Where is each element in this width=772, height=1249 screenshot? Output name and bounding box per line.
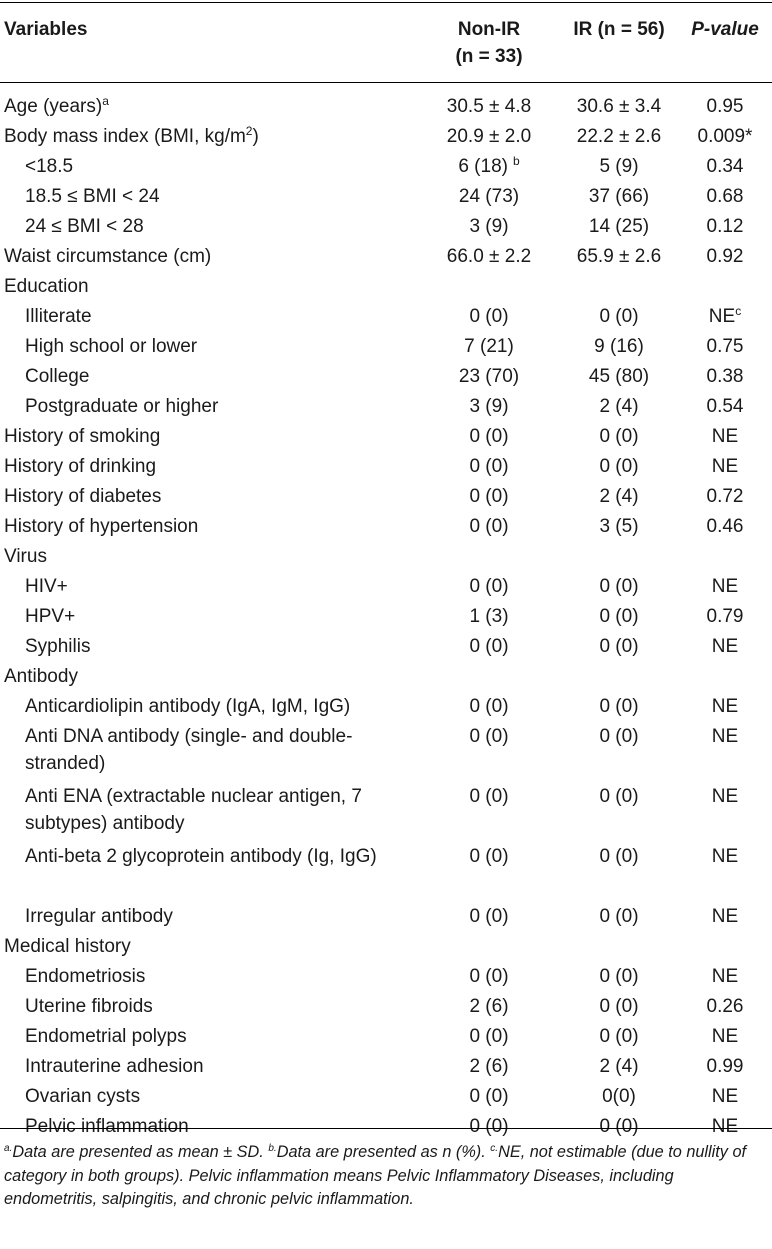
cell-p-value-text: 0.38 (706, 366, 744, 387)
row-label (4, 513, 198, 540)
table-row (0, 780, 772, 840)
table-row (0, 1020, 772, 1050)
row-label (4, 453, 156, 480)
table-row (0, 480, 772, 510)
cell-non-ir-value: 30.5 ± 4.8 (446, 96, 532, 117)
table-row (0, 930, 772, 960)
row-label (25, 603, 75, 630)
row-label-text: Syphilis (25, 636, 91, 657)
cell-non-ir (418, 513, 560, 540)
row-label (25, 363, 89, 390)
cell-non-ir-value: 0 (0) (469, 786, 509, 807)
table-row (0, 210, 772, 240)
footnote-mark: b. (268, 1143, 277, 1154)
row-label-text: Anti ENA (extractable nuclear antigen, 7 subtypes) antibody (25, 786, 362, 834)
cell-non-ir (418, 723, 560, 750)
row-label (25, 183, 160, 210)
cell-p-value (678, 633, 772, 660)
cell-p-value (678, 363, 772, 390)
cell-non-ir-value: 0 (0) (469, 576, 509, 597)
cell-p-value (678, 93, 772, 120)
footnote-text: NE, not estimable (due to nullity of category in both groups). Pelvic inflammation means Pelvic Inflammatory Diseases, including endometritis, salpingitis, and chronic pelvic inflammation. (4, 1143, 747, 1208)
row-label (25, 993, 153, 1020)
cell-p-value (678, 903, 772, 930)
cell-ir: 14 (25) (588, 216, 650, 237)
cell-ir: 0 (0) (599, 846, 639, 867)
table-row (0, 360, 772, 390)
table-row (0, 840, 772, 900)
row-label-text: Body mass index (BMI, kg/m (4, 126, 246, 147)
cell-p-value-text: NE (711, 1116, 739, 1137)
table-row (0, 270, 772, 300)
cell-non-ir (418, 213, 560, 240)
cell-p-value-text: 0.99 (706, 1056, 744, 1077)
cell-non-ir-value: 0 (0) (469, 516, 509, 537)
cell-non-ir (418, 783, 560, 810)
cell-p-value (678, 843, 772, 870)
cell-p-value (678, 333, 772, 360)
cell-ir: 0 (0) (599, 966, 639, 987)
cell-p-value-text: 0.75 (706, 336, 744, 357)
row-label (4, 483, 161, 510)
cell-ir: 0 (0) (599, 786, 639, 807)
cell-ir: 2 (4) (599, 486, 639, 507)
row-label-text: Anti DNA antibody (single- and double-stranded) (25, 726, 353, 774)
cell-non-ir-superscript: b (512, 154, 520, 168)
cell-non-ir (418, 423, 560, 450)
row-label-text: Endometrial polyps (25, 1026, 187, 1047)
cell-non-ir-value: 24 (73) (458, 186, 520, 207)
row-label-text: Irregular antibody (25, 906, 173, 927)
cell-non-ir-value: 2 (6) (469, 1056, 509, 1077)
cell-p-value-text: NE (711, 426, 739, 447)
row-label-text: 24 ≤ BMI < 28 (25, 216, 144, 237)
cell-p-value-text: 0.68 (706, 186, 744, 207)
cell-non-ir (418, 333, 560, 360)
cell-non-ir (418, 843, 560, 870)
cell-p-value-text: NE (708, 306, 736, 327)
cell-non-ir-value: 7 (21) (464, 336, 514, 357)
table-row (0, 1050, 772, 1080)
row-label (4, 93, 109, 120)
row-label-text: HIV+ (25, 576, 68, 597)
row-label (25, 153, 73, 180)
cell-p-value (678, 123, 772, 150)
cell-p-value (678, 153, 772, 180)
cell-non-ir (418, 363, 560, 390)
row-label-text: Uterine fibroids (25, 996, 153, 1017)
cell-p-value (678, 453, 772, 480)
row-label-text: High school or lower (25, 336, 198, 357)
row-label-text: History of diabetes (4, 486, 162, 507)
row-label (25, 693, 350, 720)
cell-p-value-superscript: c (735, 304, 742, 318)
cell-p-value-text: NE (711, 846, 739, 867)
cell-p-value (678, 783, 772, 810)
header-rule (0, 82, 772, 83)
row-label (25, 843, 415, 870)
cell-ir: 0 (0) (599, 906, 639, 927)
cell-non-ir-value: 0 (0) (469, 1116, 509, 1137)
table-row (0, 540, 772, 570)
cell-non-ir-value: 0 (0) (469, 906, 509, 927)
cell-p-value (678, 183, 772, 210)
row-label (25, 903, 173, 930)
cell-ir: 9 (16) (594, 336, 644, 357)
cell-p-value (678, 693, 772, 720)
row-label (25, 723, 415, 777)
table-row (0, 630, 772, 660)
row-label-text: Postgraduate or higher (25, 396, 219, 417)
row-label-text: Education (4, 276, 89, 297)
row-label-text: HPV+ (25, 606, 76, 627)
cell-ir: 5 (9) (599, 156, 639, 177)
cell-non-ir-value: 2 (6) (469, 996, 509, 1017)
row-label-text: Virus (4, 546, 47, 567)
row-label-text: Age (years) (4, 96, 103, 117)
row-label (4, 243, 211, 270)
cell-p-value-text: 0.79 (706, 606, 744, 627)
cell-ir: 0 (0) (599, 696, 639, 717)
cell-non-ir-value: 0 (0) (469, 306, 509, 327)
cell-ir: 65.9 ± 2.6 (576, 246, 662, 267)
cell-p-value-text: NE (711, 636, 739, 657)
cell-p-value-text: 0.72 (706, 486, 744, 507)
cell-non-ir (418, 243, 560, 270)
cell-p-value-text: NE (711, 1086, 739, 1107)
cell-p-value (678, 963, 772, 990)
table-row (0, 120, 772, 150)
table-row (0, 330, 772, 360)
cell-non-ir (418, 123, 560, 150)
table-row (0, 990, 772, 1020)
cell-non-ir (418, 603, 560, 630)
row-label (25, 573, 68, 600)
cell-p-value-text: NE (711, 456, 739, 477)
cell-p-value-text: NE (711, 1026, 739, 1047)
cell-non-ir (418, 1023, 560, 1050)
cell-p-value-text: NE (711, 726, 739, 747)
row-label-text: Intrauterine adhesion (25, 1056, 204, 1077)
cell-non-ir-value: 20.9 ± 2.0 (446, 126, 532, 147)
cell-non-ir (418, 963, 560, 990)
table-row (0, 510, 772, 540)
cell-non-ir-value: 0 (0) (469, 1086, 509, 1107)
row-label (25, 1113, 189, 1140)
cell-non-ir-value: 0 (0) (469, 636, 509, 657)
cell-non-ir (418, 183, 560, 210)
table-row (0, 900, 772, 930)
row-label-superscript: a (102, 94, 109, 108)
cell-p-value (678, 603, 772, 630)
cell-p-value-text: 0.26 (706, 996, 744, 1017)
table-row (0, 690, 772, 720)
cell-p-value (678, 723, 772, 750)
cell-p-value (678, 1083, 772, 1110)
cell-p-value-text: 0.92 (706, 246, 744, 267)
row-label-suffix: ) (252, 126, 259, 147)
cell-ir: 2 (4) (599, 1056, 639, 1077)
footnote-text: Data are presented as n (%). (276, 1143, 486, 1161)
row-label (25, 1023, 187, 1050)
row-label-text: Anti-beta 2 glycoprotein antibody (Ig, IgG) (25, 846, 377, 867)
cell-p-value-text: NE (711, 786, 739, 807)
row-label-text: <18.5 (25, 156, 74, 177)
header-non-ir-label: Non-IR (457, 19, 521, 40)
cell-p-value-text: 0.12 (706, 216, 744, 237)
table-row (0, 420, 772, 450)
row-label (25, 303, 92, 330)
cell-non-ir-value: 6 (18) (458, 156, 508, 177)
cell-ir: 22.2 ± 2.6 (576, 126, 662, 147)
cell-non-ir (418, 993, 560, 1020)
table-row (0, 180, 772, 210)
cell-p-value-text: 0.95 (706, 96, 744, 117)
cell-non-ir-value: 0 (0) (469, 486, 509, 507)
row-label (4, 663, 78, 690)
row-label-text: Endometriosis (25, 966, 146, 987)
cell-p-value (678, 1023, 772, 1050)
cell-p-value (678, 423, 772, 450)
cell-p-value (678, 393, 772, 420)
cell-non-ir (418, 1113, 560, 1140)
cell-ir: 37 (66) (588, 186, 650, 207)
cell-non-ir (418, 153, 560, 180)
cell-p-value (678, 303, 772, 330)
row-label (4, 933, 131, 960)
row-label-text: Waist circumstance (cm) (4, 246, 212, 267)
cell-ir: 0(0) (602, 1086, 636, 1107)
cell-non-ir-value: 0 (0) (469, 966, 509, 987)
row-label (4, 423, 160, 450)
cell-non-ir (418, 693, 560, 720)
cell-non-ir-value: 3 (9) (469, 396, 509, 417)
cell-p-value-text: NE (711, 696, 739, 717)
row-label-text: College (25, 366, 90, 387)
row-label-text: Ovarian cysts (25, 1086, 141, 1107)
row-label (25, 633, 90, 660)
cell-non-ir-value: 0 (0) (469, 1026, 509, 1047)
cell-non-ir (418, 1053, 560, 1080)
table-row (0, 240, 772, 270)
table-row (0, 570, 772, 600)
cell-non-ir (418, 93, 560, 120)
cell-ir: 0 (0) (599, 636, 639, 657)
cell-non-ir (418, 903, 560, 930)
cell-p-value (678, 993, 772, 1020)
cell-non-ir (418, 573, 560, 600)
cell-p-value (678, 243, 772, 270)
table-row (0, 1110, 772, 1140)
cell-ir: 0 (0) (599, 606, 639, 627)
row-label-text: Pelvic inflammation (25, 1116, 189, 1137)
table-row (0, 660, 772, 690)
cell-p-value-text: 0.54 (706, 396, 744, 417)
table-row (0, 960, 772, 990)
cell-non-ir (418, 1083, 560, 1110)
row-label-text: History of smoking (4, 426, 161, 447)
row-label (4, 273, 89, 300)
row-label-text: History of drinking (4, 456, 157, 477)
header-ir: IR (n = 56) (573, 19, 665, 40)
cell-ir: 0 (0) (599, 996, 639, 1017)
table-row (0, 600, 772, 630)
row-label (4, 543, 47, 570)
cell-p-value-text: NE (711, 906, 739, 927)
cell-p-value-text: NE (711, 576, 739, 597)
cell-non-ir (418, 483, 560, 510)
cell-ir: 0 (0) (599, 576, 639, 597)
row-label (25, 963, 145, 990)
cell-non-ir-value: 0 (0) (469, 456, 509, 477)
cell-ir: 0 (0) (599, 726, 639, 747)
row-label (25, 1053, 204, 1080)
header-non-ir-count: (n = 33) (455, 46, 523, 67)
cell-p-value (678, 483, 772, 510)
cell-non-ir-value: 0 (0) (469, 846, 509, 867)
row-label-text: Anticardiolipin antibody (IgA, IgM, IgG) (25, 696, 351, 717)
cell-ir: 0 (0) (599, 456, 639, 477)
cell-ir: 2 (4) (599, 396, 639, 417)
cell-p-value (678, 1113, 772, 1140)
cell-ir: 3 (5) (599, 516, 639, 537)
cell-ir: 30.6 ± 3.4 (576, 96, 662, 117)
cell-non-ir-value: 66.0 ± 2.2 (446, 246, 532, 267)
header-variables: Variables (4, 19, 88, 40)
cell-p-value-text: 0.34 (706, 156, 744, 177)
cell-non-ir (418, 633, 560, 660)
row-label (25, 783, 415, 837)
row-label-text: Antibody (4, 666, 78, 687)
footnote-text: Data are presented as mean ± SD. (12, 1143, 264, 1161)
cell-non-ir (418, 453, 560, 480)
cell-p-value (678, 213, 772, 240)
table-footnotes (4, 1141, 770, 1212)
row-label-text: History of hypertension (4, 516, 199, 537)
row-label-text: 18.5 ≤ BMI < 24 (25, 186, 160, 207)
table-row (0, 1080, 772, 1110)
cell-ir: 0 (0) (599, 1116, 639, 1137)
cell-ir: 0 (0) (599, 1026, 639, 1047)
table-row (0, 450, 772, 480)
cell-ir: 45 (80) (588, 366, 650, 387)
cell-p-value-text: NE (711, 966, 739, 987)
table-row (0, 720, 772, 780)
cell-non-ir-value: 1 (3) (469, 606, 509, 627)
row-label (25, 333, 197, 360)
table-row (0, 390, 772, 420)
table-row (0, 90, 772, 120)
footnote-mark: a. (4, 1143, 13, 1154)
footnote-mark: c. (490, 1143, 499, 1154)
cell-p-value (678, 513, 772, 540)
cell-ir: 0 (0) (599, 306, 639, 327)
row-label-text: Illiterate (25, 306, 92, 327)
cell-ir: 0 (0) (599, 426, 639, 447)
cell-non-ir (418, 303, 560, 330)
cell-non-ir-value: 0 (0) (469, 696, 509, 717)
cell-non-ir-value: 0 (0) (469, 726, 509, 747)
row-label (25, 213, 144, 240)
top-rule (0, 2, 772, 3)
cell-non-ir-value: 23 (70) (458, 366, 520, 387)
cell-non-ir-value: 3 (9) (469, 216, 509, 237)
bottom-rule (0, 1128, 772, 1129)
cell-p-value (678, 1053, 772, 1080)
table-row (0, 150, 772, 180)
cell-non-ir-value: 0 (0) (469, 426, 509, 447)
row-label (4, 123, 259, 150)
header-non-ir (418, 16, 560, 70)
cell-p-value-text: 0.46 (706, 516, 744, 537)
cell-p-value (678, 573, 772, 600)
row-label (25, 393, 218, 420)
cell-non-ir (418, 393, 560, 420)
header-p-value: P-value (691, 19, 759, 40)
row-label (25, 1083, 140, 1110)
row-label-superscript: 2 (245, 124, 253, 138)
cell-p-value-text: 0.009* (697, 126, 753, 147)
row-label-text: Medical history (4, 936, 131, 957)
table-row (0, 300, 772, 330)
